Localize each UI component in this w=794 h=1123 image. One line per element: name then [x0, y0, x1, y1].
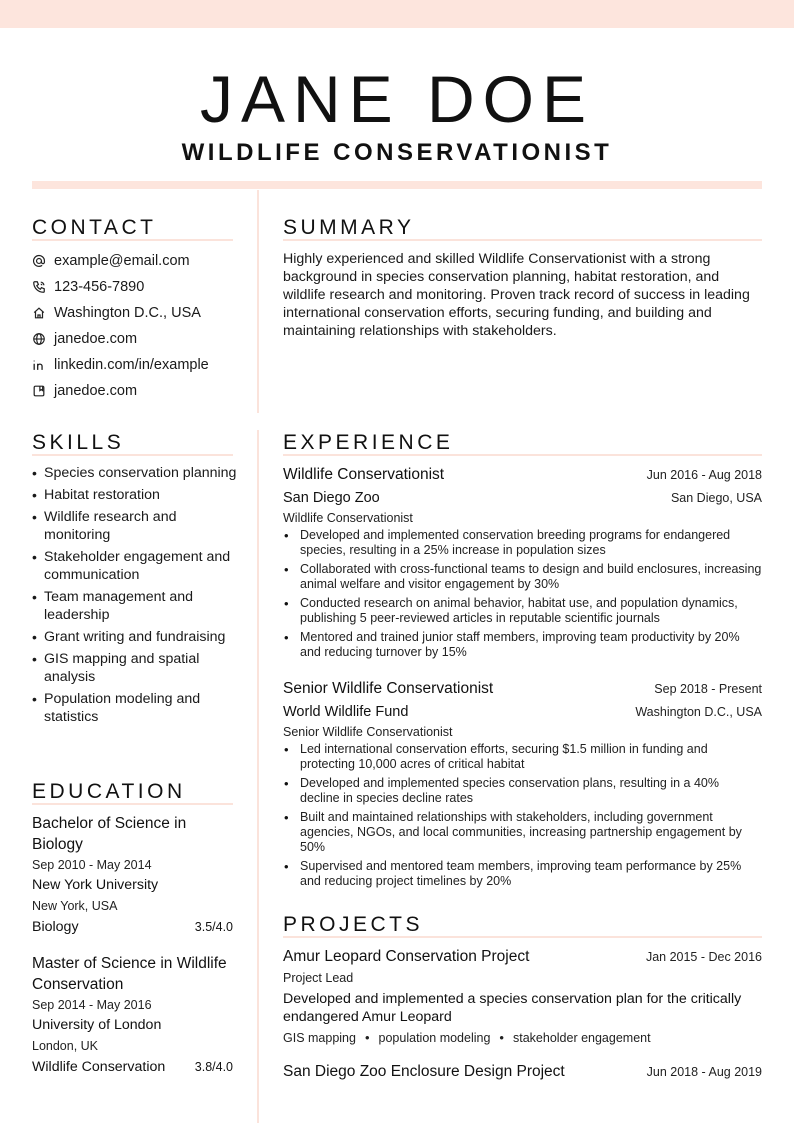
- job-title: Senior Wildlife Conservationist: [283, 680, 494, 697]
- skills-list: [32, 464, 237, 730]
- column-divider-bottom: [257, 430, 259, 1123]
- candidate-name: JANE DOE: [199, 62, 595, 136]
- education-rule: [32, 803, 233, 805]
- job-bullet: • Mentored and trained junior staff members, improving team productivity by 20% and reducing turnover by 15%: [283, 630, 762, 660]
- project-dates: Jun 2018 - Aug 2019: [646, 1065, 762, 1079]
- job-bullets: [283, 742, 762, 889]
- projects-rule: [283, 936, 762, 938]
- tag-separator: •: [499, 1030, 504, 1045]
- job-bullet: • Supervised and mentored team members, improving team performance by 25% and reducing project timelines by 20%: [283, 859, 762, 889]
- job-bullet: • Conducted research on animal behavior, habitat use, and population dynamics, publishing 5 peer-reviewed articles in reputable scientific journals: [283, 596, 762, 626]
- contact-linkedin-text: linkedin.com/in/example: [54, 357, 209, 373]
- projects-heading: PROJECTS: [283, 913, 424, 936]
- project-tag: GIS mapping: [283, 1031, 356, 1045]
- job-title: Wildlife Conservationist: [283, 466, 445, 483]
- skill-item: • Habitat restoration: [32, 486, 237, 504]
- edu-location: London, UK: [32, 1039, 99, 1053]
- edu-field: Wildlife Conservation: [32, 1059, 166, 1075]
- contact-heading: CONTACT: [32, 216, 157, 239]
- home-icon: [32, 306, 54, 320]
- job-subtitle: Wildlife Conservationist: [283, 511, 413, 525]
- project-description: Developed and implemented a species conservation plan for the critically endangered Amur Leopard: [283, 991, 742, 1025]
- skill-item: • Stakeholder engagement and communication: [32, 548, 237, 584]
- job-bullet: • Led international conservation efforts, securing $1.5 million in funding and protecting 10,000 acres of critical habitat: [283, 742, 762, 772]
- edu-gpa: 3.5/4.0: [194, 920, 233, 934]
- summary-heading: SUMMARY: [283, 216, 415, 239]
- contact-linkedin[interactable]: [32, 352, 242, 378]
- contact-rule: [32, 239, 233, 241]
- portfolio-icon: [32, 384, 54, 398]
- top-accent-band: [0, 0, 794, 28]
- edu-degree: Master of Science in Wildlife Conservation: [32, 955, 227, 993]
- contact-list: [32, 248, 242, 404]
- project-entry: [283, 1060, 762, 1084]
- experience-heading: EXPERIENCE: [283, 431, 454, 454]
- job-bullet: • Collaborated with cross-functional teams to design and build enclosures, increasing animal welfare and visitor engagement by 30%: [283, 562, 762, 592]
- contact-address-text: Washington D.C., USA: [54, 305, 201, 321]
- skills-heading: SKILLS: [32, 431, 125, 454]
- job-location: Washington D.C., USA: [635, 705, 762, 719]
- job-subtitle: Senior Wildlife Conservationist: [283, 725, 453, 739]
- job-company: World Wildlife Fund: [283, 704, 409, 720]
- contact-website-text: janedoe.com: [54, 331, 138, 347]
- skill-item: • Wildlife research and monitoring: [32, 508, 237, 544]
- header-divider: [32, 181, 762, 189]
- project-title: San Diego Zoo Enclosure Design Project: [283, 1063, 565, 1080]
- experience-entry: [283, 677, 762, 893]
- job-dates: Sep 2018 - Present: [654, 682, 762, 696]
- job-bullet: • Developed and implemented conservation breeding programs for endangered species, resulting in a 25% increase in population sizes: [283, 528, 762, 558]
- project-tags: [283, 1029, 762, 1047]
- candidate-role: WILDLIFE CONSERVATIONIST: [181, 139, 613, 166]
- phone-icon: [32, 280, 54, 294]
- edu-degree: Bachelor of Science in Biology: [32, 815, 187, 853]
- contact-phone[interactable]: [32, 274, 242, 300]
- edu-field-row: [32, 1056, 233, 1078]
- job-company: San Diego Zoo: [283, 490, 380, 506]
- contact-portfolio[interactable]: [32, 378, 242, 404]
- linkedin-icon: [32, 358, 54, 372]
- contact-phone-text: 123-456-7890: [54, 279, 145, 295]
- education-entry: [32, 953, 233, 1078]
- project-role: Project Lead: [283, 971, 354, 985]
- experience-entry: [283, 463, 762, 664]
- job-location: San Diego, USA: [670, 491, 762, 505]
- edu-gpa: 3.8/4.0: [194, 1060, 233, 1074]
- project-tag: population modeling: [378, 1031, 491, 1045]
- education-entry: [32, 813, 233, 938]
- project-title: Amur Leopard Conservation Project: [283, 948, 530, 965]
- job-bullets: [283, 528, 762, 660]
- skill-item: • Team management and leadership: [32, 588, 237, 624]
- edu-location: New York, USA: [32, 899, 118, 913]
- contact-email[interactable]: [32, 248, 242, 274]
- edu-school: New York University: [32, 877, 159, 893]
- edu-dates: Sep 2010 - May 2014: [32, 858, 152, 872]
- contact-email-text: example@email.com: [54, 253, 190, 269]
- summary-text: Highly experienced and skilled Wildlife Conservationist with a strong background in species conservation planning, habitat restoration, and wildlife research and monitoring. Proven track record of success in leading international conservation efforts, securing funding, and building and maintaining relationships with stakeholders.: [283, 251, 750, 339]
- skill-item: • Population modeling and statistics: [32, 690, 237, 726]
- edu-dates: Sep 2014 - May 2016: [32, 998, 152, 1012]
- skill-item: • Species conservation planning: [32, 464, 237, 482]
- project-entry: [283, 945, 762, 1047]
- project-dates: Jan 2015 - Dec 2016: [645, 950, 762, 964]
- skill-item: • Grant writing and fundraising: [32, 628, 237, 646]
- experience-rule: [283, 454, 762, 456]
- column-divider-top: [257, 190, 259, 413]
- contact-website[interactable]: [32, 326, 242, 352]
- contact-address: [32, 300, 242, 326]
- tag-separator: •: [364, 1030, 370, 1045]
- edu-field-row: [32, 916, 233, 938]
- edu-field: Biology: [32, 919, 79, 935]
- job-bullet: • Built and maintained relationships with stakeholders, including government agencies, NGOs, and local communities, increasing partnership engagement by 50%: [283, 810, 762, 855]
- edu-school: University of London: [32, 1017, 162, 1033]
- globe-icon: [32, 332, 54, 346]
- skill-item: • GIS mapping and spatial analysis: [32, 650, 237, 686]
- job-dates: Jun 2016 - Aug 2018: [646, 468, 762, 482]
- education-heading: EDUCATION: [32, 780, 186, 803]
- project-tag: stakeholder engagement: [512, 1031, 651, 1045]
- job-bullet: • Developed and implemented species conservation plans, resulting in a 40% decline in species decline rates: [283, 776, 762, 806]
- summary-rule: [283, 239, 762, 241]
- skills-rule: [32, 454, 233, 456]
- contact-portfolio-text: janedoe.com: [54, 383, 138, 399]
- at-icon: [32, 254, 54, 268]
